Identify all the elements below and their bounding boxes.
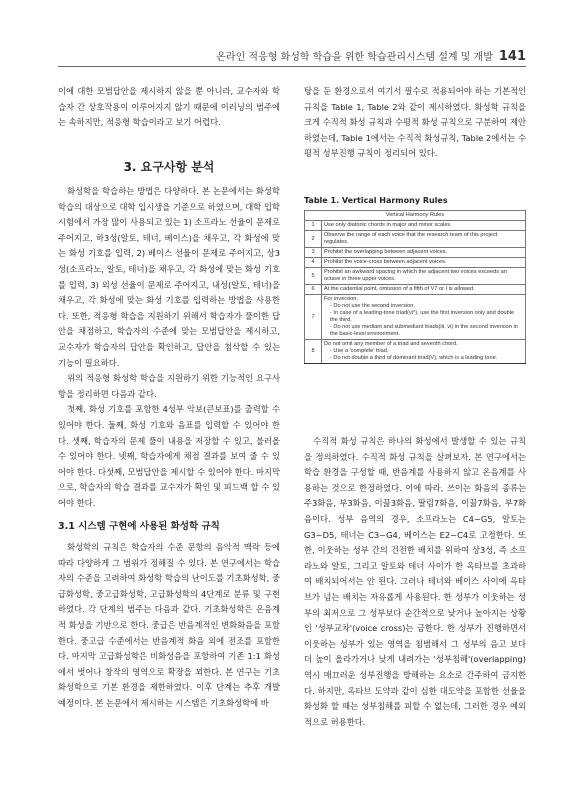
rule-number: 7 [305, 295, 322, 340]
paragraph-requirements-intro: 위의 적응형 화성학 학습을 지원하기 위한 기능적인 요구사항을 정리하면 다음과 같다. [58, 373, 280, 399]
rule-line: - Do not double a third of dominant triad(V), which is a leading tone. [330, 355, 498, 361]
rule-text [322, 295, 526, 340]
rule-text [322, 231, 526, 248]
table-row [305, 285, 526, 295]
right-top-block [304, 84, 526, 162]
intro-paragraph-block [58, 84, 280, 131]
paragraph-vertical-rules: 수직적 화성 규칙은 하나의 화성에서 발생할 수 있는 규칙을 정의하였다. 수직적 화성 규칙을 살펴보자. 본 연구에서는 학습 환경을 구성할 때, 반음계를 사용하지 않고 온음계를 사용하는 것으로 한정하였다. 이에 따라, 쓰이는 화음의 종류는 주3화음, 부3화음, 이끎3화음, 딸림7화음, 이끎7화음, 부7화음이다. 성부 음역의 경우, 소프라노는 C4~G5, 알토는 G3~D5, 테너는 C3~G4, 베이스는 E2~C4로 고정한다. 또한, 이웃하는 성부 간의 건전한 배치를 위하여 상3성, 즉 소프라노와 알토, 그리고 알토와 테너 사이가 한 옥타브를 초과하여 배치되어서는 안 된다. 그러나 테너와 베이스 사이에 옥타브가 넘는 배치는 자유롭게 사용된다. 한 성부가 이웃하는 성부의 최저으로 그 성부보다 순간적으로 낮거나 높아지는 상황인 '성부교차'(voice cross)는 금한다. 한 성부가 진행하면서 이웃하는 성부가 있는 영역을 침범해서 그 성부의 음고 보다 더 높이 올라가거나 낮게 내려가는 '성부침해'(overlapping) 역시 매끄러운 성부진행을 방해하는 요소로 간주하여 금지한다. 하지만, 옥타브 도약과 같이 심한 대도약을 포함한 선율을 화성화 할 때는 성부침해를 피할 수 없는데, 그러한 경우 예외적으로 허용한다. [304, 436, 526, 727]
rule-line: Use only diatonic chords in major and minor scales. [324, 222, 452, 228]
intro-paragraph: 이에 대한 모범답안을 제시하지 않을 뿐 아니라, 교수자와 학습자 간 상호작용이 이루어지지 않기 때문에 이러닝의 범주에는 속하지만, 적응형 학습이라고 보기 어렵다. [58, 86, 280, 128]
table-header-row [305, 211, 526, 221]
rule-line: - Do not use the second inversion. [330, 303, 415, 309]
rule-line: Observe the range of each voice that the research team of this project regulates. [324, 232, 498, 245]
rule-line: Do not omit any member of a triad and seventh chord. [324, 341, 458, 347]
running-title: 온라인 적응형 화성학 학습을 위한 학습관리시스템 설계 및 개발 [216, 52, 493, 63]
subsection-title: 3.1 시스템 구현에 사용된 화성학 규칙 [58, 521, 220, 532]
rule-line: Prohibit the overlapping between adjacent voices. [324, 249, 448, 255]
table-row [305, 258, 526, 268]
table-header: Vertical Harmony Rules [305, 211, 526, 221]
rule-text [322, 248, 526, 258]
paragraph-method: 화성학을 학습하는 방법은 다양하다. 본 논문에서는 화성학 학습의 대상으로 대학 입시생을 기준으로 하였으며, 대학 입학시험에서 가장 많이 사용되고 있는 1) 소프라노 선율이 문제로 주어지고, 하3성(알토, 테너, 베이스)을 채우고, 각 화성에 맞는 화성 기호를 입력, 2) 베이스 선율이 문제로 주어지고, 상3성(소프라노, 알토, 테너)을 채우고, 각 화성에 맞는 화성 기호를 입력, 3) 외성 선율이 문제로 주어지고, 내성(알토, 테너)을 채우고, 각 화성에 맞는 화성 기호를 입력하는 방법을 사용한다. 또한, 적응형 학습을 지원하기 위해서 학습자가 풀이한 답안을 채점하고, 학습자의 수준에 맞는 모범답안을 제시하고, 교수자가 학습자의 답안을 확인하고, 답안을 첨삭할 수 있는 기능이 필요하다. [58, 186, 280, 368]
section-title: 3. 요구사항 분석 [123, 160, 215, 174]
rule-number: 6 [305, 285, 322, 295]
table-row [305, 221, 526, 231]
rule-text [322, 285, 526, 295]
rule-number: 2 [305, 231, 322, 248]
table-body [305, 221, 526, 364]
rule-line: - Do not use mediant and submediant triads(iii, vi) in the second inversion in the basic-level environment. [330, 324, 518, 337]
table-caption: Table 1. Vertical Harmony Rules [304, 196, 448, 205]
rule-line: At the cadential point, omission of a fifth of V7 or I is allowed. [324, 286, 475, 292]
rule-number: 8 [305, 340, 322, 364]
table-row [305, 231, 526, 248]
rule-number: 5 [305, 268, 322, 285]
paragraph-requirements: 첫째, 화성 기호를 포함한 4성부 악보(큰보표)를 출력할 수 있어야 한다. 둘째, 화성 기호와 음표를 입력할 수 있어야 한다. 셋째, 학습자의 문제 풀이 내용을 저장할 수 있고, 불러올 수 있어야 한다. 넷째, 학습자에게 채점 결과를 보여 줄 수 있어야 한다. 다섯째, 모범답안을 제시할 수 있어야 한다. 마지막으로, 학습자의 학습 결과를 교수자가 확인 및 피드백 할 수 있어야 한다. [58, 404, 280, 508]
rule-line: For inversion, [324, 296, 358, 302]
rule-text [322, 258, 526, 268]
running-header [58, 48, 526, 64]
rule-text [322, 221, 526, 231]
subsection-body [58, 540, 280, 712]
page-number: 141 [498, 49, 526, 64]
section-body [58, 184, 280, 511]
table-row [305, 268, 526, 285]
rule-text [322, 340, 526, 364]
rule-line: Prohibit the voice-cross between adjacent voices. [324, 259, 447, 265]
rule-number: 4 [305, 258, 322, 268]
rule-line: Prohibit an awkward spacing in which the adjacent two voices exceeds an octave in three upper voices. [324, 269, 507, 282]
table-row [305, 340, 526, 364]
paragraph-table-intro: 탕을 둔 환경으로서 여기서 필수로 적용되어야 하는 기본적인 규칙을 Table 1, Table 2와 같이 제시하였다. 화성학 규칙을 크게 수직적 화성 규칙과 수평적 화성 규칙으로 구분하여 제안하였는데, Table 1에서는 수직적 화성규칙, Table 2에서는 수평적 성부진행 규칙이 정리되어 있다. [304, 86, 526, 159]
table-row [305, 248, 526, 258]
paragraph-harmony-levels: 화성학의 규칙은 학습자의 수준 문항의 음악적 맥락 등에 따라 다양하게 그 범위가 정해질 수 있다. 본 연구에서는 학습자의 수준을 고려하여 화성학 학습의 난이도를 기초화성학, 중급화성학, 중고급화성학, 고급화성학의 4단계로 분류 및 구현하였다. 각 단계의 범주는 다음과 같다. 기초화성학은 온음계적 화성을 기반으로 한다. 중급은 반음계적인 변화화음을 포함한다. 중고급 수준에서는 반음계적 화음 외에 전조를 포함한다. 마지막 고급화성학은 비화성음을 포함하여 기존 1:1 화성에서 벗어나 창작의 영역으로 확장을 꾀한다. 본 연구는 기초 화성학으로 기본 환경을 제한하였다. 이후 단계는 추후 개발 예정이다. 본 논문에서 제시하는 시스템은 기초화성학에 바 [58, 542, 280, 708]
vertical-harmony-rules-table [304, 210, 526, 364]
right-bottom-block [304, 434, 526, 730]
rule-line: - In case of a leading-tone triad(vi°), use the first inversion only and double the third. [330, 310, 515, 323]
header-rule [58, 66, 526, 67]
rule-line: - Use a 'complete' triad. [330, 348, 389, 354]
table-row [305, 295, 526, 340]
rule-text [322, 268, 526, 285]
rule-number: 1 [305, 221, 322, 231]
rule-number: 3 [305, 248, 322, 258]
